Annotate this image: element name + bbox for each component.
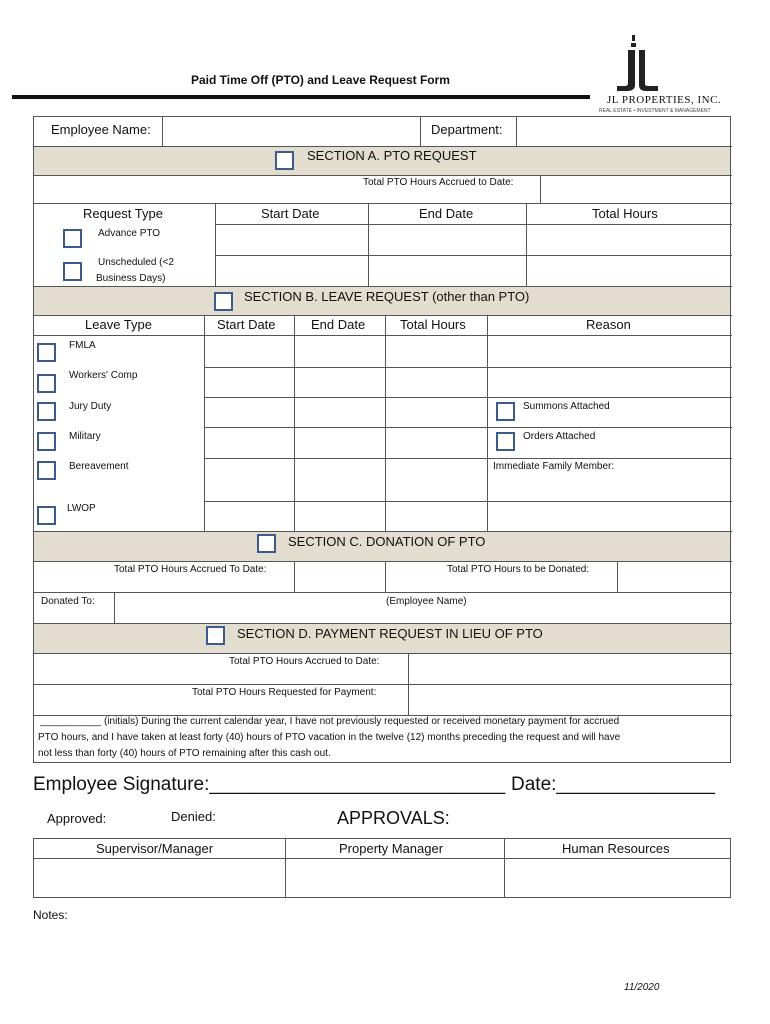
workers-comp-label: Workers' Comp — [69, 370, 138, 381]
company-logo — [599, 30, 737, 120]
fmla-label: FMLA — [69, 340, 96, 351]
col-request-type: Request Type — [83, 206, 163, 221]
denied-label: Denied: — [171, 809, 216, 824]
section-a-accrued-label: Total PTO Hours Accrued to Date: — [363, 177, 514, 188]
section-b-checkbox[interactable] — [214, 292, 233, 311]
donated-to-label: Donated To: — [41, 596, 95, 607]
employee-name-label: Employee Name: — [51, 122, 151, 137]
certification-line-2: PTO hours, and I have taken at least forty (40) hours of PTO vacation in the twelve (12) months preceding the request and will have — [38, 732, 621, 743]
col-property-manager: Property Manager — [339, 841, 444, 856]
advance-pto-checkbox[interactable] — [63, 229, 82, 248]
certification-line-1: ___________ (initials) During the current calendar year, I have not previously requested or received monetary payment for accrued — [40, 716, 620, 727]
section-d-requested-field[interactable] — [409, 685, 729, 714]
bereavement-label: Bereavement — [69, 461, 129, 472]
section-c-title: SECTION C. DONATION OF PTO — [288, 534, 486, 549]
property-manager-signature-field[interactable] — [286, 859, 503, 896]
section-b-title: SECTION B. LEAVE REQUEST (other than PTO) — [244, 289, 530, 304]
header-rule — [12, 95, 590, 99]
col-start-date: Start Date — [261, 206, 320, 221]
unscheduled-label-2: Business Days) — [96, 273, 166, 284]
section-a-checkbox[interactable] — [275, 151, 294, 170]
section-c-donated-hours-label: Total PTO Hours to be Donated: — [447, 564, 590, 575]
company-name: JL PROPERTIES, INC. — [607, 94, 722, 106]
certification-text — [40, 714, 726, 762]
section-c-donated-hours-field[interactable] — [618, 562, 729, 591]
section-c-accrued-label: Total PTO Hours Accrued To Date: — [114, 564, 267, 575]
orders-checkbox[interactable] — [496, 432, 515, 451]
section-d-title: SECTION D. PAYMENT REQUEST IN LIEU OF PTO — [237, 626, 543, 641]
lwop-label: LWOP — [67, 503, 96, 514]
col-human-resources: Human Resources — [562, 841, 670, 856]
col-supervisor: Supervisor/Manager — [96, 841, 214, 856]
family-member-label: Immediate Family Member: — [493, 461, 615, 472]
signature-date-field[interactable]: Date:_______________ — [511, 774, 715, 795]
approvals-title: APPROVALS: — [337, 808, 450, 828]
section-c-checkbox[interactable] — [257, 534, 276, 553]
section-a-title: SECTION A. PTO REQUEST — [307, 148, 477, 163]
section-c-accrued-field[interactable] — [295, 562, 384, 591]
certification-line-3: not less than forty (40) hours of PTO remaining after this cash out. — [38, 748, 331, 759]
advance-pto-label: Advance PTO — [98, 228, 161, 239]
approvals-table — [33, 838, 731, 898]
employee-name-field[interactable] — [163, 118, 419, 145]
military-label: Military — [69, 431, 101, 442]
unscheduled-label: Unscheduled (<2 — [98, 257, 174, 268]
jury-duty-label: Jury Duty — [69, 401, 112, 412]
col-b-total-hours: Total Hours — [400, 317, 466, 332]
form-version: 11/2020 — [624, 982, 660, 993]
employee-signature-field[interactable]: Employee Signature:____________________________ — [33, 774, 506, 795]
col-total-hours: Total Hours — [592, 206, 658, 221]
section-d-accrued-field[interactable] — [409, 654, 729, 683]
bereavement-checkbox[interactable] — [37, 461, 56, 480]
employee-name-hint: (Employee Name) — [386, 596, 467, 607]
section-d-checkbox[interactable] — [206, 626, 225, 645]
lwop-checkbox[interactable] — [37, 506, 56, 525]
jury-duty-checkbox[interactable] — [37, 402, 56, 421]
col-reason: Reason — [586, 317, 631, 332]
col-b-start-date: Start Date — [217, 317, 276, 332]
section-a-accrued-field[interactable] — [541, 176, 729, 202]
orders-label: Orders Attached — [523, 431, 596, 442]
jl-logo-icon — [607, 30, 737, 120]
military-checkbox[interactable] — [37, 432, 56, 451]
col-leave-type: Leave Type — [85, 317, 152, 332]
department-label: Department: — [431, 122, 503, 137]
col-b-end-date: End Date — [311, 317, 366, 332]
col-end-date: End Date — [419, 206, 474, 221]
request-form — [33, 116, 731, 763]
fmla-checkbox[interactable] — [37, 343, 56, 362]
notes-label: Notes: — [33, 908, 68, 922]
unscheduled-checkbox[interactable] — [63, 262, 82, 281]
supervisor-signature-field[interactable] — [35, 859, 284, 896]
department-field[interactable] — [517, 118, 729, 145]
section-d-accrued-label: Total PTO Hours Accrued to Date: — [229, 656, 380, 667]
summons-checkbox[interactable] — [496, 402, 515, 421]
form-title: Paid Time Off (PTO) and Leave Request Form — [191, 73, 450, 87]
section-d-requested-label: Total PTO Hours Requested for Payment: — [192, 687, 377, 698]
workers-comp-checkbox[interactable] — [37, 374, 56, 393]
company-tagline: REAL ESTATE • INVESTMENT & MANAGEMENT — [599, 108, 711, 114]
approved-label: Approved: — [47, 811, 107, 826]
summons-label: Summons Attached — [523, 401, 610, 412]
hr-signature-field[interactable] — [505, 859, 729, 896]
